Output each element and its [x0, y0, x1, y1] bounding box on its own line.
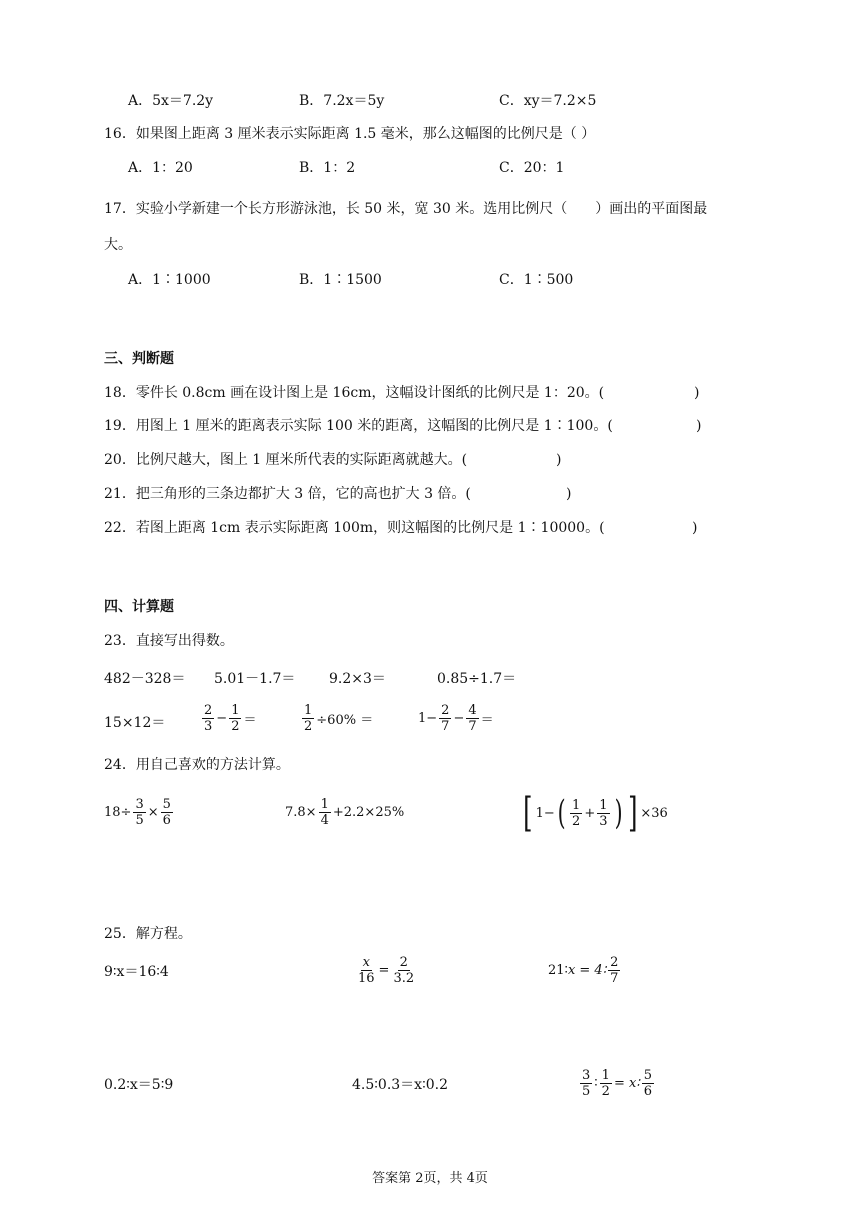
- q23-item-6: [200, 703, 256, 734]
- fraction: $\frac{1}{4}$: [320, 797, 329, 828]
- fraction: $\frac{3}{5}$: [135, 797, 144, 828]
- fraction: $\frac{2}{3}$: [204, 703, 213, 734]
- fraction: $\frac{3}{5}$: [582, 1068, 591, 1099]
- q17-option-b: B．1∶1500: [299, 272, 382, 288]
- q22-close-paren: ): [692, 520, 698, 536]
- q17-option-c: C．1∶500: [499, 272, 574, 288]
- expr-text: 21∶: [548, 963, 568, 978]
- right-bracket: ]: [627, 790, 638, 836]
- fraction: $\frac{1}{3}$: [599, 797, 608, 829]
- q23-item-5: 15×12＝: [104, 715, 166, 731]
- q21-text: 21．把三角形的三条边都扩大 3 倍，它的高也扩大 3 倍。(: [104, 486, 471, 502]
- q20-text: 20．比例尺越大，图上 1 厘米所代表的实际距离就越大。(: [104, 452, 468, 468]
- fraction: $\frac{1}{2}$: [231, 703, 240, 734]
- left-bracket: [: [523, 790, 533, 836]
- q25-eq-3: [548, 955, 622, 986]
- q23-item-8: [418, 703, 494, 734]
- q23-text: 23．直接写出得数。: [104, 633, 234, 649]
- q16-text: 16．如果图上距离 3 厘米表示实际距离 1.5 毫米，那么这幅图的比例尺是（ ）: [104, 126, 596, 142]
- q25-eq-6: [578, 1068, 656, 1099]
- fraction: $\frac{1}{2}$: [572, 797, 581, 829]
- q24-text: 24．用自己喜欢的方法计算。: [104, 757, 290, 773]
- fraction: $\frac{5}{6}$: [162, 797, 171, 828]
- expr-text: ×36: [640, 805, 668, 821]
- equals-sign: ＝: [243, 713, 257, 728]
- q24-expr-2: [285, 797, 404, 828]
- expr-text: 18÷: [104, 805, 132, 820]
- q16-option-a: A．1：20: [128, 160, 193, 176]
- equals-sign: =: [378, 963, 390, 978]
- q16-option-c: C．20：1: [499, 160, 565, 176]
- expr-text: 7.8×: [285, 805, 317, 820]
- q15-option-b: B．7.2x＝5y: [299, 93, 385, 109]
- q18-text: 18．零件长 0.8cm 画在设计图上是 16cm，这幅设计图纸的比例尺是 1：20。(: [104, 385, 605, 401]
- fraction: $\frac{5}{6}$: [643, 1068, 652, 1099]
- equals-sign: ＝: [480, 713, 494, 728]
- section-3-heading: 三、判断题: [104, 351, 174, 367]
- q20-close-paren: ): [556, 452, 562, 468]
- q15-option-a: A．5x＝7.2y: [128, 93, 214, 109]
- q23-item-2: 5.01－1.7＝: [214, 671, 296, 687]
- q17-option-a: A．1∶1000: [128, 272, 211, 288]
- q17-text-line2: 大。: [104, 237, 132, 253]
- q24-expr-3: [520, 790, 668, 836]
- fraction: $\frac{4}{7}$: [468, 703, 477, 734]
- q23-item-1: 482－328＝: [104, 671, 186, 687]
- expr-text: 1−: [535, 805, 555, 821]
- divide-percent: ÷60% ＝: [316, 713, 374, 728]
- expr-text: x = 4∶: [567, 963, 607, 978]
- q22-text: 22．若图上距离 1cm 表示实际距离 100m，则这幅图的比例尺是 1∶10000。(: [104, 520, 605, 536]
- q21-close-paren: ): [566, 486, 572, 502]
- one-minus: 1−: [418, 711, 438, 726]
- section-4-heading: 四、计算题: [104, 599, 174, 615]
- q19-close-paren: ): [696, 418, 702, 434]
- right-paren: ): [614, 793, 623, 833]
- colon: ∶: [594, 1076, 598, 1091]
- q23-item-3: 9.2×3＝: [329, 671, 386, 687]
- fraction: $\frac{x}{16}$: [358, 955, 375, 986]
- q18-close-paren: ): [694, 385, 700, 401]
- q25-eq-2: [354, 955, 418, 986]
- left-paren: (: [557, 793, 566, 833]
- fraction: $\frac{2}{7}$: [441, 703, 450, 734]
- q19-text: 19．用图上 1 厘米的距离表示实际 100 米的距离，这幅图的比例尺是 1∶100。(: [104, 418, 613, 434]
- fraction: $\frac{1}{2}$: [601, 1068, 610, 1099]
- q24-expr-1: [104, 797, 175, 828]
- fraction: $\frac{2}{3.2}$: [393, 955, 415, 986]
- q17-text-line1: 17．实验小学新建一个长方形游泳池，长 50 米，宽 30 米。选用比例尺（ ）画出的平面图最: [104, 201, 708, 217]
- plus-sign: +: [584, 805, 596, 821]
- minus-sign: −: [453, 711, 465, 726]
- q25-eq-4: 0.2∶x＝5∶9: [104, 1077, 174, 1093]
- fraction: $\frac{1}{2}$: [304, 703, 313, 734]
- expr-text: +2.2×25%: [332, 805, 405, 820]
- q16-option-b: B．1：2: [299, 160, 356, 176]
- q15-option-c: C．xy＝7.2×5: [499, 93, 597, 109]
- expr-text: = x∶: [613, 1076, 640, 1091]
- q23-item-4: 0.85÷1.7＝: [437, 671, 517, 687]
- q23-item-7: [300, 703, 373, 734]
- q25-text: 25．解方程。: [104, 926, 192, 942]
- times-sign: ×: [147, 805, 159, 820]
- q25-eq-1: 9∶x＝16∶4: [104, 964, 169, 980]
- q25-eq-5: 4.5∶0.3＝x∶0.2: [352, 1077, 448, 1093]
- page-footer: 答案第 2页，共 4页: [372, 1171, 488, 1186]
- fraction: $\frac{2}{7}$: [610, 955, 619, 986]
- minus-sign: −: [216, 711, 228, 726]
